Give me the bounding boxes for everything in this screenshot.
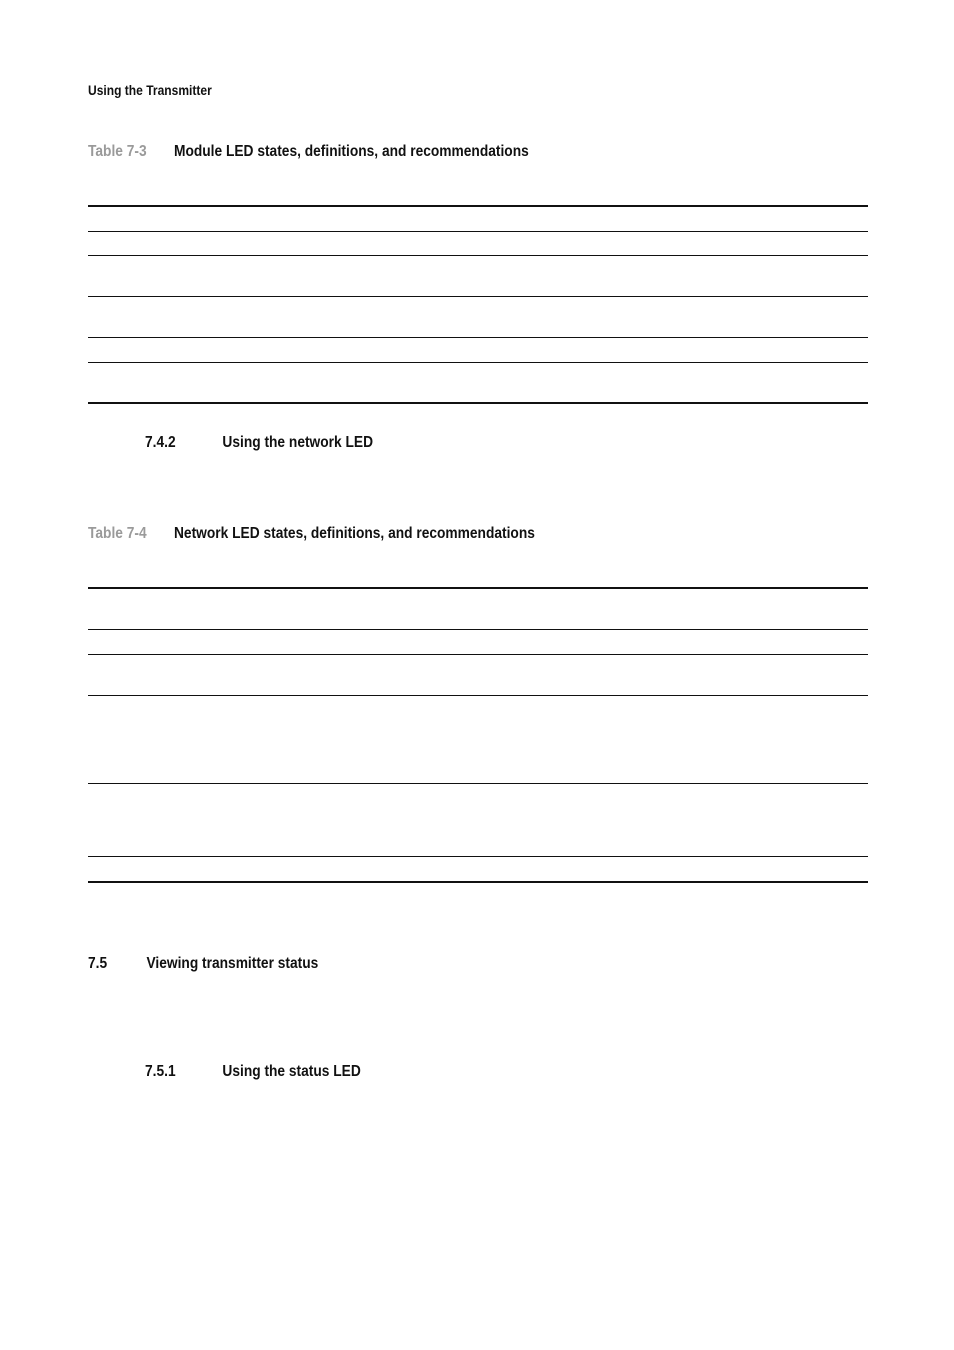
section-7-5-title: Viewing transmitter status xyxy=(146,955,319,972)
table-7-3-bottom-rule xyxy=(88,402,868,404)
table-7-4-row-rule xyxy=(88,856,868,857)
section-7-4-2-title: Using the network LED xyxy=(222,434,374,451)
table-7-3-row-rule xyxy=(88,255,868,256)
table-7-4-title: Network LED states, definitions, and recommendations xyxy=(174,525,535,542)
section-7-4-2-heading xyxy=(145,434,373,452)
table-7-3-header-rule xyxy=(88,231,868,232)
table-7-4-row-rule xyxy=(88,654,868,655)
section-7-5-1-heading xyxy=(145,1063,361,1081)
table-7-3-number: Table 7-3 xyxy=(88,143,147,160)
table-7-4-row-rule xyxy=(88,783,868,784)
section-7-5-1-title: Using the status LED xyxy=(222,1063,361,1080)
table-7-3-row-rule xyxy=(88,296,868,297)
table-7-4-bottom-rule xyxy=(88,881,868,883)
running-header: Using the Transmitter xyxy=(88,82,212,98)
table-7-4-row-rule xyxy=(88,695,868,696)
section-7-4-2-number: 7.4.2 xyxy=(145,434,176,451)
table-7-3-title: Module LED states, definitions, and recommendations xyxy=(174,143,529,160)
table-7-3-row-rule xyxy=(88,337,868,338)
table-7-3-top-rule xyxy=(88,205,868,207)
table-7-4-number: Table 7-4 xyxy=(88,525,147,542)
section-7-5-1-number: 7.5.1 xyxy=(145,1063,176,1080)
table-7-4-header-rule xyxy=(88,629,868,630)
table-7-3-row-rule xyxy=(88,362,868,363)
table-7-4-caption xyxy=(88,525,535,543)
section-7-5-heading xyxy=(88,955,318,973)
table-7-3-caption xyxy=(88,143,529,161)
section-7-5-number: 7.5 xyxy=(88,955,108,972)
table-7-4-top-rule xyxy=(88,587,868,589)
